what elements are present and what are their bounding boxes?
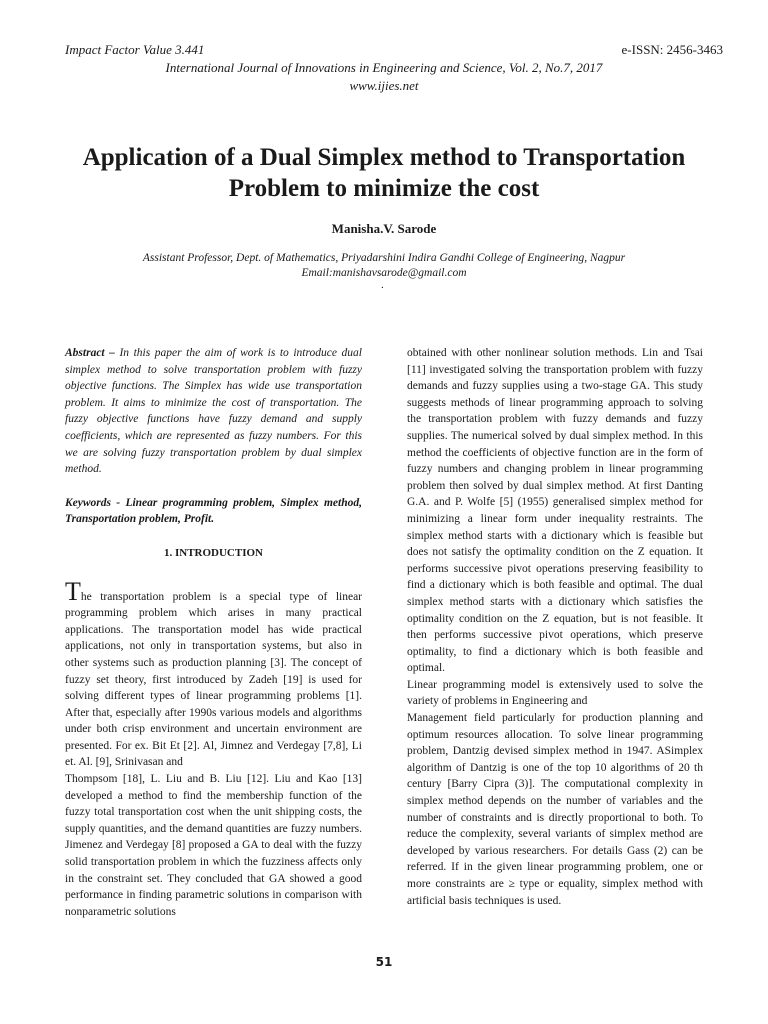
paper-title: Application of a Dual Simplex method to Transportation Problem to minimize the cost [82,144,686,202]
affiliation-line: Assistant Professor, Dept. of Mathematics, Priyadarshini Indira Gandhi College of Engineering, Nagpur [142,252,626,264]
right-column [407,345,703,909]
journal-url: www.ijies.net [349,78,419,93]
affiliation-mark: . [381,279,384,291]
keywords: Keywords - Linear programming problem, Simplex method, Transportation problem, Profit. [65,496,362,526]
body-paragraph: obtained with other nonlinear solution methods. Lin and Tsai [11] investigated solving the transportation problem with fuzzy demands and fuzzy supplies using a two-stage GA. This study suggests methods of linear programming approach to solving the transportation problem with fuzzy demands and fuzzy supplies. The numerical solved by dual simplex method. In this method the coefficients of objective function are in the form of fuzzy numbers and changing problem in linear programming problem then solved by dual simplex method. At first Danting G.A. and P. Wolfe [5] (1955) generalised simplex method for minimizing a linear form under inequality restraints. The simplex method starts with a dictionary which is feasible but does not satisfy the optimality condition on the Z equation. It performs successive pivot operations preserving feasibility to find a dictionary which is both feasible and optimal. The dual simplex method starts with a dictionary which satisfies the optimality condition on the Z equation, but is not feasible. It then performs successive pivot operations, which preserve optimality, to find a dictionary which is both feasible and optimal. [407,347,703,675]
left-column [65,345,362,920]
abstract-lead: Abstract – [65,347,115,359]
abstract-text: In this paper the aim of work is to introduce dual simplex method to solve transportation problem with fuzzy objective functions. The Simplex has wide use transportation problem. It aims to minimize the cost of transportation. The fuzzy objective functions have fuzzy demand and supply coefficients, which are represented as fuzzy numbers. For this we are solving fuzzy transportation problem by dual simplex method. [65,347,362,476]
impact-factor: Impact Factor Value 3.441 [65,42,205,57]
abstract [65,345,362,478]
intro-paragraph [65,576,362,772]
body-paragraph: Linear programming model is extensively used to solve the variety of problems in Engineering and [407,678,703,708]
intro-text: he transportation problem is a special type of linear programming problem which arises in many practical applications. The transportation model has wide practical applications, not only in transportation systems, but also in other systems such as production planning [3]. The concept of fuzzy set theory, first introduced by Zadeh [19] is used for solving different types of linear programming problems [1]. After that, especially after 1990s various models and algorithms under both crisp environment and uncertain environment are presented. For ex. Bit Et [2]. Al, Jimnez and Verdegay [7,8], Li et. Al. [9], Srinivasan and [65,590,362,769]
journal-citation: International Journal of Innovations in Engineering and Science, Vol. 2, No.7, 2017 [165,60,603,75]
drop-cap: T [65,576,81,606]
page-number: 51 [375,955,393,969]
author-email: Email:manishavsarode@gmail.com [301,267,467,279]
eissn: e-ISSN: 2456-3463 [621,42,723,57]
body-paragraph: Management field particularly for production planning and optimum resources allocation. To solve linear programming problem, Dantzig devised simplex method in 1947. ASimplex algorithm of Dantzig is one of the top 10 algorithms of 20 th century [Barry Cipra (3)]. The computational complexity in simplex method depends on the number of variables and the number of constraints and is directly proportional to both. To reduce the complexity, several variants of simplex method are developed by various researchers. For details Gass (2) can be referred. If in the given linear programming problem, one or more constraints are ≥ type or equality, simplex method with artificial basis techniques is used. [407,712,703,907]
section-heading: 1. INTRODUCTION [163,546,263,559]
author-name: Manisha.V. Sarode [331,221,437,236]
author-affiliation [0,251,768,281]
intro-paragraph-continued: Thompsom [18], L. Liu and B. Liu [12]. Liu and Kao [13] developed a method to find the membership function of the fuzzy total transportation cost when the unit shipping costs, the supply quantities, and the demand quantities are fuzzy numbers. Jimenez and Verdegay [8] proposed a GA to deal with the fuzzy solid transportation problem in which the fuzziness affects only in the constraint set. They concluded that GA showed a good performance in finding parametric solutions in comparison with nonparametric solutions [65,773,362,918]
